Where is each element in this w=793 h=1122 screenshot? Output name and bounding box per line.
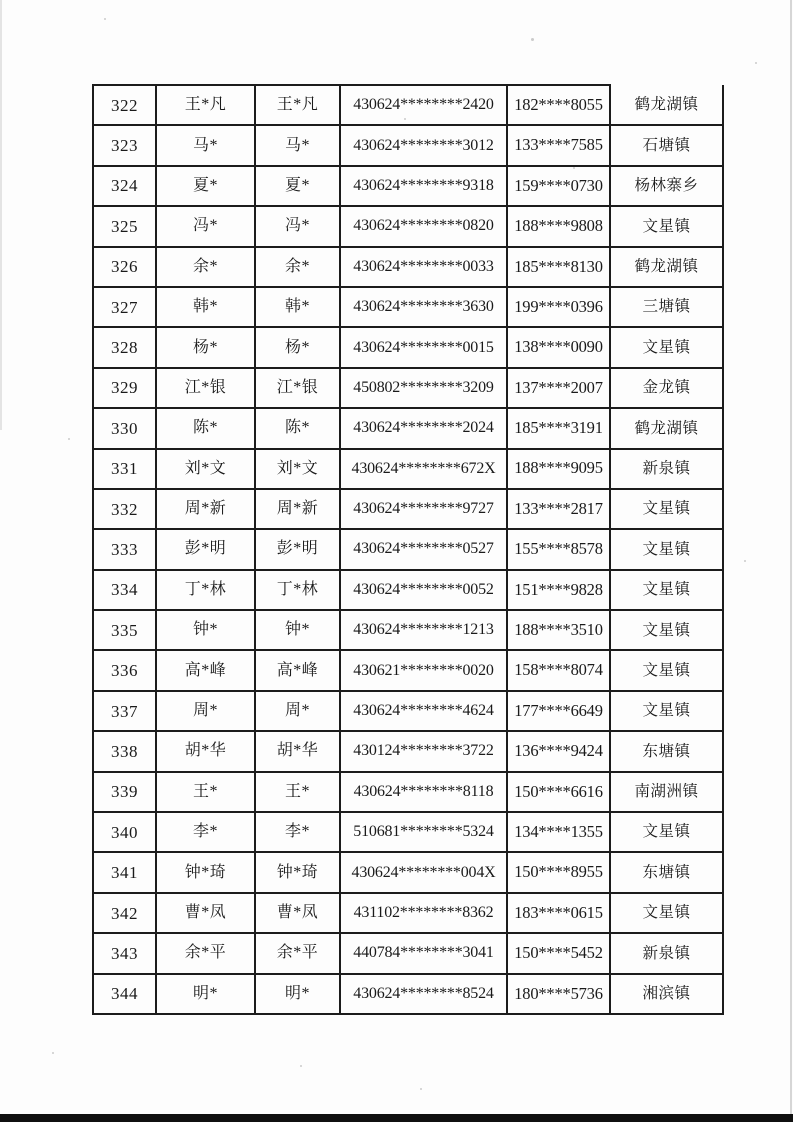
- cell-masked-phone: 155****8578: [507, 529, 610, 569]
- table-row: [93, 85, 723, 125]
- cell-masked-phone: 159****0730: [507, 166, 610, 206]
- cell-masked-phone: 150****5452: [507, 933, 610, 973]
- cell-masked-name-dup: 曹*凤: [255, 893, 340, 933]
- cell-masked-name: 刘*文: [156, 449, 255, 489]
- cell-masked-name: 冯*: [156, 206, 255, 246]
- table-row: [93, 449, 723, 489]
- cell-masked-name: 明*: [156, 974, 255, 1014]
- scan-speck: [420, 1088, 422, 1090]
- cell-town-name: 杨林寨乡: [610, 166, 723, 206]
- cell-masked-name: 江*银: [156, 368, 255, 408]
- cell-row-number: 324: [93, 166, 156, 206]
- cell-row-number: 322: [93, 85, 156, 125]
- table-row: [93, 731, 723, 771]
- cell-row-number: 340: [93, 812, 156, 852]
- cell-masked-name-dup: 彭*明: [255, 529, 340, 569]
- cell-masked-phone: 151****9828: [507, 570, 610, 610]
- cell-masked-name: 余*: [156, 247, 255, 287]
- cell-town-name: 文星镇: [610, 206, 723, 246]
- cell-masked-name-dup: 余*: [255, 247, 340, 287]
- cell-town-name: 金龙镇: [610, 368, 723, 408]
- table-row: [93, 852, 723, 892]
- scan-speck: [300, 1065, 302, 1067]
- cell-masked-phone: 180****5736: [507, 974, 610, 1014]
- scan-bottom-edge-bar: [0, 1114, 793, 1122]
- cell-town-name: 鹤龙湖镇: [610, 247, 723, 287]
- cell-masked-name: 彭*明: [156, 529, 255, 569]
- cell-masked-id-number: 430621********0020: [340, 650, 507, 690]
- cell-masked-id-number: 440784********3041: [340, 933, 507, 973]
- cell-masked-name: 高*峰: [156, 650, 255, 690]
- scan-speck: [573, 167, 575, 169]
- table-row: [93, 368, 723, 408]
- cell-row-number: 341: [93, 852, 156, 892]
- cell-town-name: 文星镇: [610, 327, 723, 367]
- cell-masked-phone: 188****9095: [507, 449, 610, 489]
- cell-row-number: 323: [93, 125, 156, 165]
- cell-row-number: 333: [93, 529, 156, 569]
- cell-masked-id-number: 430624********9727: [340, 489, 507, 529]
- cell-row-number: 335: [93, 610, 156, 650]
- scan-right-edge-line: [790, 0, 792, 1114]
- cell-masked-id-number: 510681********5324: [340, 812, 507, 852]
- cell-masked-name-dup: 钟*: [255, 610, 340, 650]
- cell-masked-phone: 188****3510: [507, 610, 610, 650]
- cell-masked-id-number: 430624********2024: [340, 408, 507, 448]
- cell-masked-name-dup: 马*: [255, 125, 340, 165]
- cell-masked-name-dup: 江*银: [255, 368, 340, 408]
- cell-masked-name: 曹*凤: [156, 893, 255, 933]
- cell-town-name: 文星镇: [610, 812, 723, 852]
- cell-row-number: 331: [93, 449, 156, 489]
- cell-masked-name-dup: 韩*: [255, 287, 340, 327]
- cell-masked-name-dup: 丁*林: [255, 570, 340, 610]
- cell-masked-name: 夏*: [156, 166, 255, 206]
- table-row: [93, 610, 723, 650]
- cell-row-number: 334: [93, 570, 156, 610]
- cell-masked-id-number: 430624********0052: [340, 570, 507, 610]
- cell-masked-name: 陈*: [156, 408, 255, 448]
- cell-town-name: 文星镇: [610, 610, 723, 650]
- cell-masked-name-dup: 李*: [255, 812, 340, 852]
- cell-row-number: 325: [93, 206, 156, 246]
- cell-masked-id-number: 430624********0820: [340, 206, 507, 246]
- table-body: [93, 85, 723, 1014]
- scan-speck: [68, 438, 70, 440]
- cell-masked-id-number: 430624********0033: [340, 247, 507, 287]
- cell-town-name: 湘滨镇: [610, 974, 723, 1014]
- cell-masked-phone: 133****7585: [507, 125, 610, 165]
- cell-masked-phone: 138****0090: [507, 327, 610, 367]
- scan-speck: [52, 1052, 54, 1054]
- scan-speck: [531, 38, 534, 41]
- cell-town-name: 东塘镇: [610, 731, 723, 771]
- table-row: [93, 287, 723, 327]
- cell-masked-name-dup: 刘*文: [255, 449, 340, 489]
- table-row: [93, 691, 723, 731]
- cell-masked-phone: 177****6649: [507, 691, 610, 731]
- cell-masked-name: 韩*: [156, 287, 255, 327]
- cell-masked-name: 周*新: [156, 489, 255, 529]
- cell-row-number: 342: [93, 893, 156, 933]
- cell-masked-id-number: 430624********8118: [340, 772, 507, 812]
- cell-masked-name: 胡*华: [156, 731, 255, 771]
- cell-town-name: 文星镇: [610, 570, 723, 610]
- cell-masked-name-dup: 周*新: [255, 489, 340, 529]
- table-row: [93, 570, 723, 610]
- cell-masked-name-dup: 钟*琦: [255, 852, 340, 892]
- cell-masked-phone: 185****3191: [507, 408, 610, 448]
- cell-town-name: 新泉镇: [610, 933, 723, 973]
- cell-town-name: 鹤龙湖镇: [610, 85, 723, 125]
- cell-masked-phone: 150****6616: [507, 772, 610, 812]
- cell-town-name: 南湖洲镇: [610, 772, 723, 812]
- cell-masked-phone: 199****0396: [507, 287, 610, 327]
- cell-masked-id-number: 430624********3630: [340, 287, 507, 327]
- table-row: [93, 206, 723, 246]
- cell-row-number: 326: [93, 247, 156, 287]
- cell-town-name: 三塘镇: [610, 287, 723, 327]
- cell-masked-phone: 134****1355: [507, 812, 610, 852]
- scan-left-edge-line: [0, 0, 2, 430]
- cell-masked-name: 杨*: [156, 327, 255, 367]
- cell-row-number: 329: [93, 368, 156, 408]
- table-row: [93, 974, 723, 1014]
- cell-masked-phone: 133****2817: [507, 489, 610, 529]
- cell-town-name: 文星镇: [610, 691, 723, 731]
- scan-speck: [744, 560, 746, 562]
- cell-masked-name-dup: 王*: [255, 772, 340, 812]
- table-row: [93, 489, 723, 529]
- cell-row-number: 338: [93, 731, 156, 771]
- cell-row-number: 327: [93, 287, 156, 327]
- cell-row-number: 330: [93, 408, 156, 448]
- cell-masked-name: 钟*琦: [156, 852, 255, 892]
- cell-row-number: 339: [93, 772, 156, 812]
- cell-masked-name: 王*: [156, 772, 255, 812]
- cell-masked-name: 李*: [156, 812, 255, 852]
- cell-masked-phone: 150****8955: [507, 852, 610, 892]
- cell-masked-name-dup: 陈*: [255, 408, 340, 448]
- cell-row-number: 332: [93, 489, 156, 529]
- cell-masked-name: 周*: [156, 691, 255, 731]
- cell-town-name: 鹤龙湖镇: [610, 408, 723, 448]
- cell-town-name: 文星镇: [610, 893, 723, 933]
- cell-town-name: 文星镇: [610, 529, 723, 569]
- cell-masked-name: 马*: [156, 125, 255, 165]
- cell-masked-phone: 137****2007: [507, 368, 610, 408]
- cell-row-number: 344: [93, 974, 156, 1014]
- table-row: [93, 893, 723, 933]
- cell-masked-phone: 185****8130: [507, 247, 610, 287]
- cell-masked-id-number: 430624********4624: [340, 691, 507, 731]
- cell-masked-name: 钟*: [156, 610, 255, 650]
- cell-town-name: 石塘镇: [610, 125, 723, 165]
- cell-masked-name-dup: 冯*: [255, 206, 340, 246]
- cell-masked-id-number: 430624********0527: [340, 529, 507, 569]
- cell-masked-id-number: 430124********3722: [340, 731, 507, 771]
- cell-town-name: 文星镇: [610, 489, 723, 529]
- cell-masked-id-number: 430624********672X: [340, 449, 507, 489]
- cell-masked-name-dup: 周*: [255, 691, 340, 731]
- cell-masked-name: 余*平: [156, 933, 255, 973]
- scan-speck: [404, 118, 406, 120]
- cell-town-name: 文星镇: [610, 650, 723, 690]
- table-row: [93, 166, 723, 206]
- table-row: [93, 772, 723, 812]
- cell-masked-id-number: 430624********2420: [340, 85, 507, 125]
- masked-roster-table: [92, 84, 724, 1015]
- cell-masked-phone: 158****8074: [507, 650, 610, 690]
- cell-masked-name-dup: 余*平: [255, 933, 340, 973]
- scan-speck: [104, 18, 106, 20]
- cell-masked-phone: 183****0615: [507, 893, 610, 933]
- table-row: [93, 327, 723, 367]
- cell-masked-id-number: 430624********0015: [340, 327, 507, 367]
- cell-masked-name-dup: 明*: [255, 974, 340, 1014]
- cell-masked-name-dup: 高*峰: [255, 650, 340, 690]
- table-row: [93, 247, 723, 287]
- cell-masked-id-number: 430624********9318: [340, 166, 507, 206]
- cell-masked-phone: 182****8055: [507, 85, 610, 125]
- cell-row-number: 336: [93, 650, 156, 690]
- cell-masked-id-number: 430624********1213: [340, 610, 507, 650]
- scan-speck: [755, 62, 757, 64]
- cell-masked-name: 丁*林: [156, 570, 255, 610]
- table-row: [93, 812, 723, 852]
- table-row: [93, 650, 723, 690]
- cell-masked-id-number: 430624********004X: [340, 852, 507, 892]
- cell-masked-phone: 136****9424: [507, 731, 610, 771]
- cell-masked-name-dup: 王*凡: [255, 85, 340, 125]
- cell-masked-name: 王*凡: [156, 85, 255, 125]
- cell-row-number: 343: [93, 933, 156, 973]
- table-row: [93, 933, 723, 973]
- cell-masked-id-number: 430624********3012: [340, 125, 507, 165]
- cell-masked-id-number: 431102********8362: [340, 893, 507, 933]
- table-row: [93, 125, 723, 165]
- cell-masked-id-number: 450802********3209: [340, 368, 507, 408]
- cell-masked-id-number: 430624********8524: [340, 974, 507, 1014]
- table-row: [93, 529, 723, 569]
- cell-masked-name-dup: 杨*: [255, 327, 340, 367]
- cell-town-name: 东塘镇: [610, 852, 723, 892]
- table-row: [93, 408, 723, 448]
- cell-row-number: 337: [93, 691, 156, 731]
- cell-town-name: 新泉镇: [610, 449, 723, 489]
- cell-masked-name-dup: 夏*: [255, 166, 340, 206]
- cell-row-number: 328: [93, 327, 156, 367]
- cell-masked-phone: 188****9808: [507, 206, 610, 246]
- cell-masked-name-dup: 胡*华: [255, 731, 340, 771]
